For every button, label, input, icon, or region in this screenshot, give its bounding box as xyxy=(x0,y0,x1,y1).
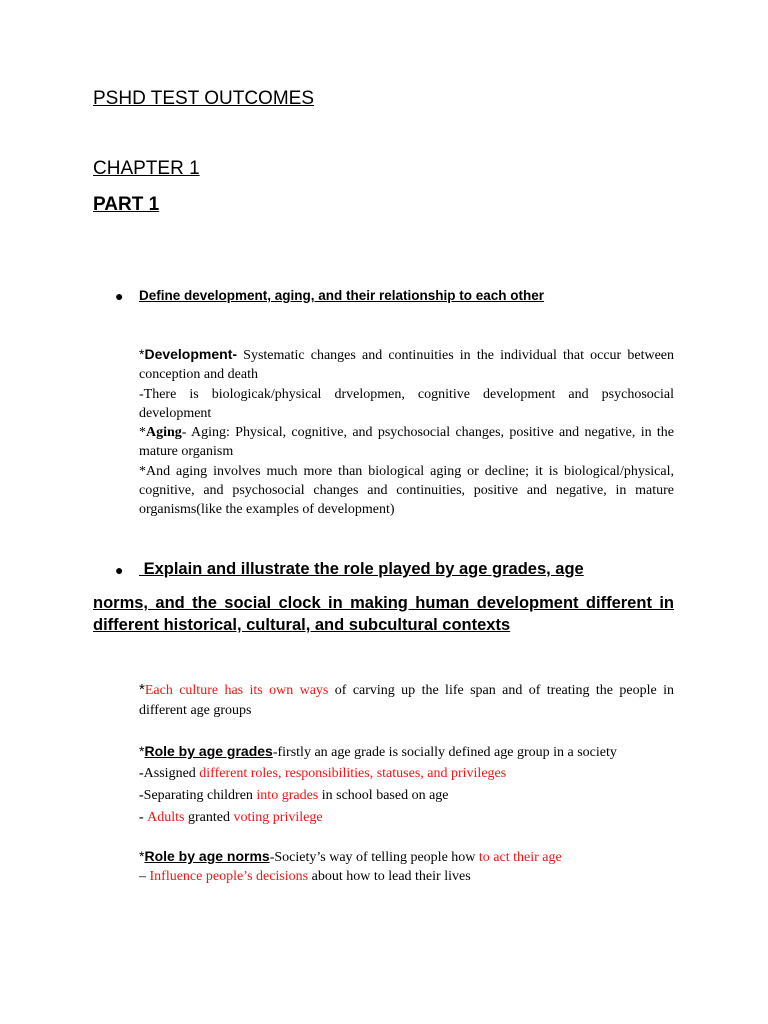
separating-prefix: Separating children xyxy=(143,787,257,803)
age-norms-highlight: to act their age xyxy=(478,849,562,865)
influence-text: about how to lead their lives xyxy=(308,869,471,885)
bullet-icon: ● xyxy=(115,288,124,304)
separating-line: -Separating children into grades in school based on age xyxy=(139,787,449,803)
age-norms-paragraph: *Role by age norms-Society’s way of telling people how to act their age xyxy=(139,847,562,865)
influence-highlight: Influence people’s decisions xyxy=(149,869,309,885)
separating-rest: in school based on age xyxy=(318,787,449,803)
assigned-highlight: different roles, responsibilities, statuses, and privileges xyxy=(199,765,507,781)
age-norms-label: Role by age norms xyxy=(144,847,270,864)
chapter-heading: CHAPTER 1 xyxy=(93,158,200,179)
section1-heading: Define development, aging, and their relationship to each other xyxy=(139,288,545,303)
section2-heading-line1: Explain and illustrate the role played by age grades, age xyxy=(139,560,584,578)
age-grades-text: -firstly an age grade is socially defined age group in a society xyxy=(272,745,617,761)
bullet-icon: ● xyxy=(115,562,124,578)
culture-highlight: Each culture has its own ways xyxy=(144,683,329,698)
part-heading: PART 1 xyxy=(93,194,160,215)
development-text: Systematic changes and continuities in the individual that occur between conception and death xyxy=(139,348,674,383)
document-title: PSHD TEST OUTCOMES xyxy=(93,88,314,109)
culture-text: of carving up the life span and of treating the people in different age groups xyxy=(139,683,674,718)
adults-mid: granted xyxy=(184,809,234,825)
development-label: Development- xyxy=(144,346,238,362)
age-grades-paragraph: *Role by age grades-firstly an age grade is socially defined age group in a society xyxy=(139,743,617,761)
age-norms-text: -Society’s way of telling people how xyxy=(269,849,479,865)
aging-text: - Aging: Physical, cognitive, and psychosocial changes, positive and negative, in the mature organism xyxy=(139,425,674,460)
section2-heading-line2: norms, and the social clock in making human development different in different historical, cultural, and subcultural contexts xyxy=(93,594,674,634)
assigned-line: -Assigned different roles, responsibilities, statuses, and privileges xyxy=(139,765,507,781)
aging-definition: *Aging- Aging: Physical, cognitive, and psychosocial changes, positive and negative, in the mature organism xyxy=(139,425,674,460)
culture-paragraph: *Each culture has its own ways of carving up the life span and of treating the people in different age groups xyxy=(139,681,674,718)
separating-highlight: into grades xyxy=(256,787,319,803)
aging-label: Aging xyxy=(146,425,182,441)
section1-body xyxy=(139,345,674,520)
development-note: -There is biologicak/physical drvelopmen, cognitive development and psychosocial development xyxy=(139,386,674,421)
adults-line: - Adults granted voting privilege xyxy=(139,809,323,825)
development-definition: *Development- Systematic changes and continuities in the individual that occur between conception and death xyxy=(139,346,674,383)
relationship-text: *And aging involves much more than biological aging or decline; it is biological/physical, cognitive, and psychosocial changes and continuities, positive and negative, in mature organisms(like the examples of development) xyxy=(139,463,674,518)
assigned-prefix: Assigned xyxy=(143,765,200,781)
age-grades-label: Role by age grades xyxy=(144,743,273,760)
section2-body xyxy=(139,680,674,887)
voting-highlight: voting privilege xyxy=(233,809,323,825)
influence-line: – Influence people’s decisions about how to lead their lives xyxy=(139,869,471,885)
adults-highlight: Adults xyxy=(147,809,185,825)
